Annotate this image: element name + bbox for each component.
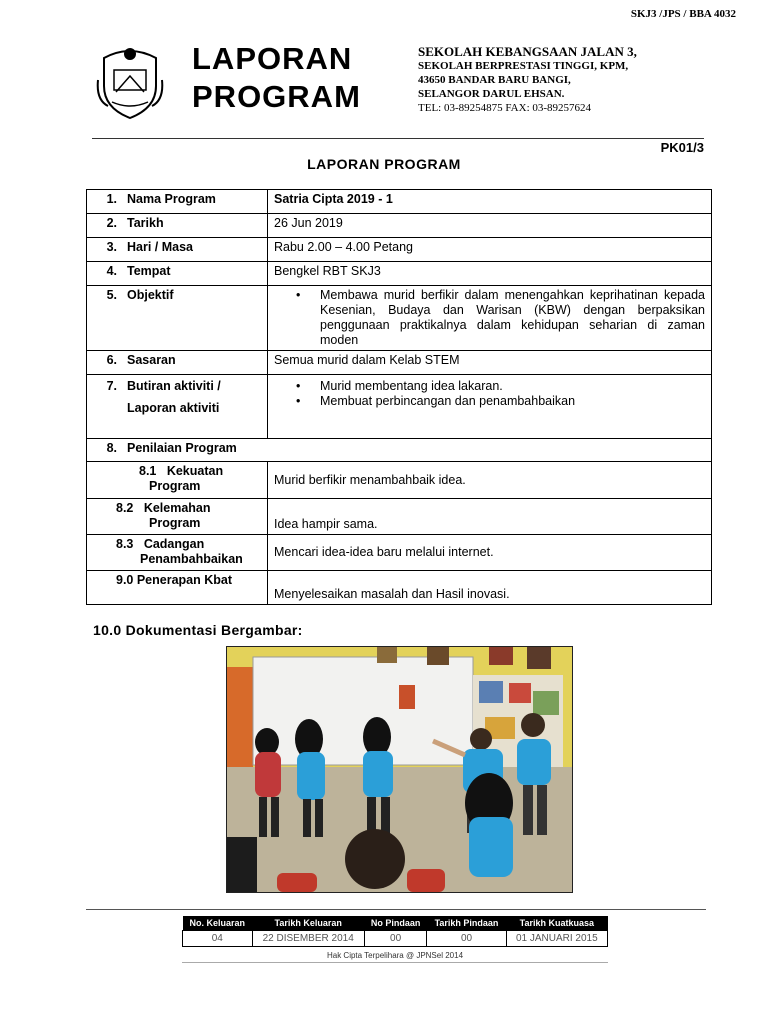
target-value: Semua murid dalam Kelab STEM [268, 351, 712, 375]
row-label: 2. Tarikh [87, 214, 268, 238]
column-header: Tarikh Pindaan [427, 916, 506, 931]
header-divider [92, 138, 704, 139]
document-title [192, 40, 361, 116]
table-cell: 00 [364, 931, 427, 947]
table-row [87, 351, 712, 375]
row-label: 8.3 Cadangan Penambahbaikan [87, 535, 268, 571]
program-report-table [86, 189, 712, 605]
table-cell: 01 JANUARI 2015 [506, 931, 607, 947]
row-label: 6. Sasaran [87, 351, 268, 375]
school-crest-logo [94, 40, 166, 120]
title-line-1: LAPORAN [192, 41, 353, 76]
table-row [87, 375, 712, 439]
table-row [183, 931, 608, 947]
table-row [87, 462, 712, 499]
table-row [87, 535, 712, 571]
row-label: 7. Butiran aktiviti / Laporan aktiviti [87, 375, 268, 439]
hots-value: Menyelesaikan masalah dan Hasil inovasi. [268, 571, 712, 605]
footer-divider [86, 909, 706, 910]
weakness-value: Idea hampir sama. [268, 499, 712, 535]
table-row [87, 439, 712, 462]
row-label: 8.1 Kekuatan Program [87, 462, 268, 499]
row-label: 4. Tempat [87, 262, 268, 286]
row-label: 3. Hari / Masa [87, 238, 268, 262]
venue-value: Bengkel RBT SKJ3 [268, 262, 712, 286]
table-row [87, 262, 712, 286]
table-row [87, 499, 712, 535]
table-cell: 22 DISEMBER 2014 [252, 931, 364, 947]
date-value: 26 Jun 2019 [268, 214, 712, 238]
documentation-heading: 10.0 Dokumentasi Bergambar: [93, 622, 303, 638]
evaluation-heading: 8. Penilaian Program [87, 439, 712, 462]
form-code: PK01/3 [660, 140, 704, 155]
school-state: SELANGOR DARUL EHSAN. [418, 88, 565, 100]
column-header: No. Keluaran [183, 916, 253, 931]
activity-photo [226, 646, 573, 893]
title-line-2: PROGRAM [192, 79, 361, 114]
activity-bullet: • Membuat perbincangan dan penambahbaikan [274, 394, 705, 409]
table-row [87, 238, 712, 262]
table-cell: 04 [183, 931, 253, 947]
table-row [87, 571, 712, 605]
document-code: SKJ3 /JPS / BBA 4032 [630, 8, 736, 20]
row-label: 8.2 Kelemahan Program [87, 499, 268, 535]
school-status: SEKOLAH BERPRESTASI TINGGI, KPM, [418, 60, 629, 72]
table-row [87, 286, 712, 351]
column-header: Tarikh Keluaran [252, 916, 364, 931]
program-name-value: Satria Cipta 2019 - 1 [268, 190, 712, 214]
report-title: LAPORAN PROGRAM [307, 156, 461, 172]
suggestion-value: Mencari idea-idea baru melalui internet. [268, 535, 712, 571]
objective-value [268, 286, 712, 351]
table-row [87, 214, 712, 238]
table-cell: 00 [427, 931, 506, 947]
document-control-table [182, 916, 608, 947]
activity-bullet: • Murid membentang idea lakaran. [274, 379, 705, 394]
table-row [87, 190, 712, 214]
copyright-notice: Hak Cipta Terpelihara @ JPNSel 2014 [182, 951, 608, 963]
row-label: 9.0 Penerapan Kbat [87, 571, 268, 605]
day-time-value: Rabu 2.00 – 4.00 Petang [268, 238, 712, 262]
column-header: Tarikh Kuatkuasa [506, 916, 607, 931]
activity-value [268, 375, 712, 439]
school-postcode: 43650 BANDAR BARU BANGI, [418, 74, 571, 86]
school-name: SEKOLAH KEBANGSAAN JALAN 3, [418, 44, 637, 59]
row-label: 1. Nama Program [87, 190, 268, 214]
objective-bullet: • Membawa murid berfikir dalam menengahkan keprihatinan kepada Kesenian, Budaya dan Warisan (KBW) dengan berpaksikan penggunaan praktikalnya dalam kehidupan seharian di zaman moden [274, 288, 705, 348]
row-label: 5. Objektif [87, 286, 268, 351]
table-header-row [183, 916, 608, 931]
strength-value: Murid berfikir menambahbaik idea. [268, 462, 712, 499]
school-address [418, 44, 637, 115]
column-header: No Pindaan [364, 916, 427, 931]
school-contact: TEL: 03-89254875 FAX: 03-89257624 [418, 102, 592, 114]
